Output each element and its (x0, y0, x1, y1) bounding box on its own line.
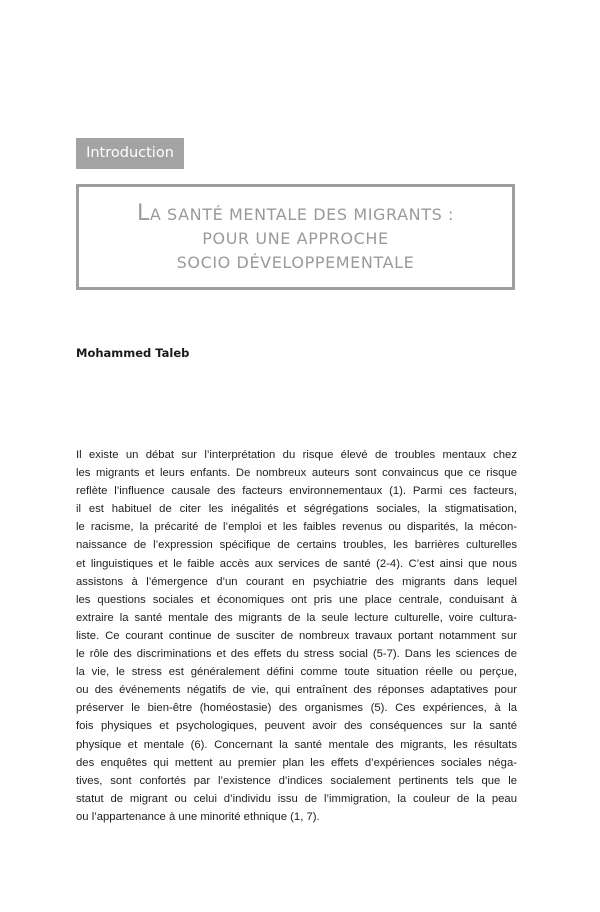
body-line: physique et mentale (6). Concernant la santé mentale des migrants, les résultats (76, 738, 517, 751)
section-label: Introduction (76, 138, 184, 169)
body-line: fois physiques et psychologiques, peuvent avoir des conséquences sur la santé (76, 720, 517, 733)
body-line: des enquêtes qui mettent au premier plan les effets d’expériences sociales néga- (76, 756, 517, 769)
body-line: le racisme, la précarité de l’emploi et les faibles revenus ou disparités, la mécon- (76, 521, 517, 534)
body-line: et linguistiques et le faible accès aux services de santé (2-4). C’est ainsi que nous (76, 557, 517, 570)
chapter-title-box (76, 184, 515, 290)
body-line: tives, sont confortés par l’existence d’indices socialement pertinents tels que le (76, 774, 517, 787)
body-line: il est habituel de citer les inégalités et ségrégations sociales, la stigmatisation, (76, 503, 517, 516)
body-line: ou l’appartenance à une minorité ethnique (1, 7). (76, 810, 320, 823)
body-line: naissance de l’expression spécifique de certains troubles, les barrières culturelles (76, 539, 517, 552)
body-paragraph (76, 446, 517, 826)
chapter-title-line-3: SOCIO DÉVELOPPEMENTALE (176, 252, 415, 272)
chapter-title-line-2: POUR UNE APPROCHE (202, 228, 389, 248)
body-line: le rôle des discriminations et des effets du stress social (5-7). Dans les sciences de (76, 648, 517, 661)
body-line: les questions sociales et économiques ont pris une place centrale, conduisant à (76, 593, 517, 606)
title-initial-cap: L (136, 200, 150, 226)
author-name: Mohammed Taleb (76, 346, 190, 360)
body-line: préserver le bien-être (homéostasie) des organismes (5). Ces expériences, à la (76, 702, 517, 715)
body-line: ou des événements négatifs de vie, qui entraînent des réponses adaptatives pour (76, 684, 517, 697)
body-line: reflète l’influence causale des facteurs environnementaux (1). Parmi ces facteurs, (76, 485, 517, 498)
body-line: liste. Ce courant continue de susciter de nombreux travaux portant notamment sur (76, 629, 517, 642)
chapter-title-line-1 (137, 202, 454, 227)
body-line: statut de migrant ou celui d’individu issu de l’immigration, la couleur de la peau (76, 792, 517, 805)
body-line: Il existe un débat sur l’interprétation du risque élevé de troubles mentaux chez (76, 449, 517, 461)
body-line: assistons à l’émergence d’un courant en psychiatrie des migrants dans lequel (76, 575, 517, 588)
title-line-1-text: A SANTÉ MENTALE DES MIGRANTS : (149, 204, 455, 224)
body-line: les migrants et leurs enfants. De nombreux auteurs sont convaincus que ce risque (76, 467, 517, 480)
body-line: la vie, le stress est généralement défini comme toute situation réelle ou perçue, (76, 666, 517, 679)
body-line: extraire la santé mentale des migrants de la seule lecture culturelle, voire cultura- (76, 611, 517, 624)
